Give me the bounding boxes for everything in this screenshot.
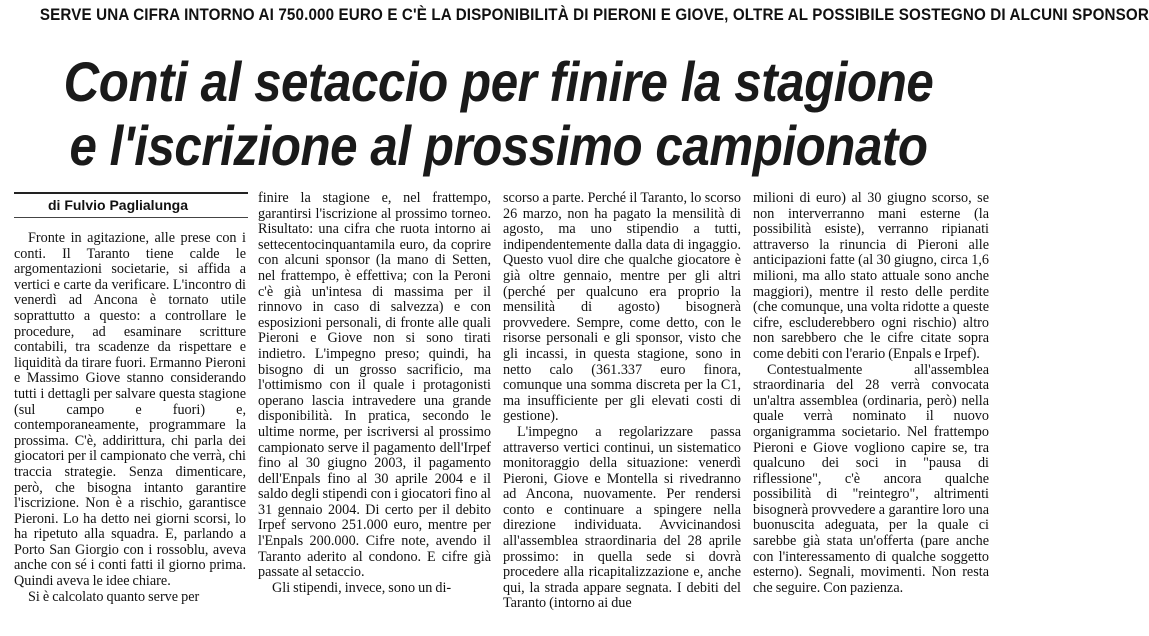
paragraph: Contestualmente all'assemblea straordinaria del 28 verrà convocata un'altra assemblea (ordinaria, però) nella quale verrà nominato il nuovo organigramma societario. Nel frattempo Pieroni e Giove vogliono capire se, tra qualcuno dei soci in "pausa di riflessione", c'è ancora qualche possibilità di "reintegro", altrimenti bisognerà provvedere a garantire loro una buonuscita adeguata, per la quale ci sarebbe già stata un'offerta (pare anche con l'interessamento di qualche soggetto esterno). Segnali, movimenti. Non resta che seguire. Con pazienza.	[753, 361, 989, 596]
paragraph: Si è calcolato quanto serve per	[28, 588, 200, 605]
headline-line-2: e l'iscrizione al prossimo campionato	[69, 114, 928, 177]
paragraph: L'impegno a regolarizzare passa attraverso vertici continui, un sistematico monitoraggio della situazione: venerdì Pieroni, Giove e Montella si rivedranno ad Ancona, nuovamente. Per rendersi conto e continuare a spingere nella direzione individuata. Avvicinandosi all'assemblea straordinaria del 28 aprile prossimo: in quella sede si dovrà procedere alla ricapitalizzazione e, anche qui, la strada appare segnata. I debiti del Taranto (intorno ai due	[503, 423, 741, 612]
article-column-2	[258, 191, 491, 596]
paragraph: scorso a parte. Perché il Taranto, lo scorso 26 marzo, non ha pagato la mensilità di agosto, ma uno stipendio a tutti, indipendentemente dalla data di ingaggio. Questo vuol dire che qualche giocatore è già oltre gennaio, mentre per gli altri (perché per qualcuno era proprio la mensilità di agosto) bisognerà provvedere. Sempre, come detto, con le risorse personali e gli sponsor, visto che gli incassi, in questa stagione, sono in netto calo (361.337 euro finora, comunque una somma discreta per la C1, ma insufficiente per gli elevati costi di gestione).	[503, 190, 741, 425]
article-column-1	[14, 231, 246, 605]
article-column-3	[503, 191, 741, 612]
paragraph: finire la stagione e, nel frattempo, garantirsi l'iscrizione al prossimo torneo. Risultato: una cifra che ruota intorno ai settecentocinquantamila euro, da coprire con alcuni sponsor (la mano di Setten, nel frattempo, è effettiva; con la Peroni c'è già un'intesa di massima per il rinnovo in caso di salvezza) e con esposizioni personali, di fronte alle quali Pieroni e Giove non si sono tirati indietro. L'impegno preso; quindi, ha bisogno di un grosso sacrificio, ma l'ottimismo con il quale i protagonisti operano lascia intravedere una grande disponibilità. In pratica, secondo le ultime norme, per iscriversi al prossimo campionato serve il pagamento dell'Irpef fino al 30 giugno 2003, il pagamento dell'Enpals fino al 30 aprile 2004 e il saldo degli stipendi con i giocatori fino al 31 gennaio 2004. Di certo per il debito Irpef servono 251.000 euro, mentre per l'Enpals 200.000. Cifre note, avendo il Taranto aderito al condono. E cifre già passate al setaccio.	[258, 190, 491, 581]
article-column-4	[753, 191, 989, 596]
byline: di Fulvio Paglialunga	[48, 197, 189, 213]
headline-line-1: Conti al setaccio per finire la stagione	[63, 50, 934, 113]
paragraph: Gli stipendi, invece, sono un di-	[272, 579, 452, 596]
paragraph: milioni di euro) al 30 giugno scorso, se non interverranno mani esterne (la possibilità esiste), verranno ripianati attraverso la rinuncia di Pieroni alle anticipazioni fatte (al 30 giugno, circa 1,6 milioni, ma allo stato attuale sono anche maggiori), mentre il resto delle perdite (che comunque, una volta ridotte a queste cifre, escluderebbero ogni rischio) altro non sarebbero che le cifre citate sopra come debiti con l'erario (Enpals e Irpef).	[753, 190, 989, 362]
kicker: SERVE UNA CIFRA INTORNO AI 750.000 EURO E C'È LA DISPONIBILITÀ DI PIERONI E GIOVE, OLTRE AL POSSIBILE SOSTEGNO DI ALCUNI SPONSOR	[39, 6, 1149, 24]
paragraph: Fronte in agitazione, alle prese con i conti. Il Taranto tiene calde le argomentazioni societarie, si affida a vertici e carte da verificare. L'incontro di venerdì ad Ancona è tornato utile soprattutto a questo: a controllare le procedure, ad esaminare scritture contabili, tra scadenze da rispettare e liquidità da tirare fuori. Ermanno Pieroni e Massimo Giove stanno considerando tutti i dettagli per salvare questa stagione (sul campo e fuori) e, contemporaneamente, programmare la prossima. C'è, addirittura, chi parla dei giocatori per il campionato che verrà, chi traccia strategie. Senza dimenticare, però, che bisogna intanto garantire l'iscrizione. Non è a rischio, garantisce Pieroni. Lo ha detto nei giorni scorsi, lo ha ripetuto alla squadra. E, parlando a Porto San Giorgio con i rossoblu, aveva anche con sé i conti fatti il giorno prima. Quindi aveva le idee chiare.	[14, 230, 246, 590]
headline	[0, 50, 997, 178]
